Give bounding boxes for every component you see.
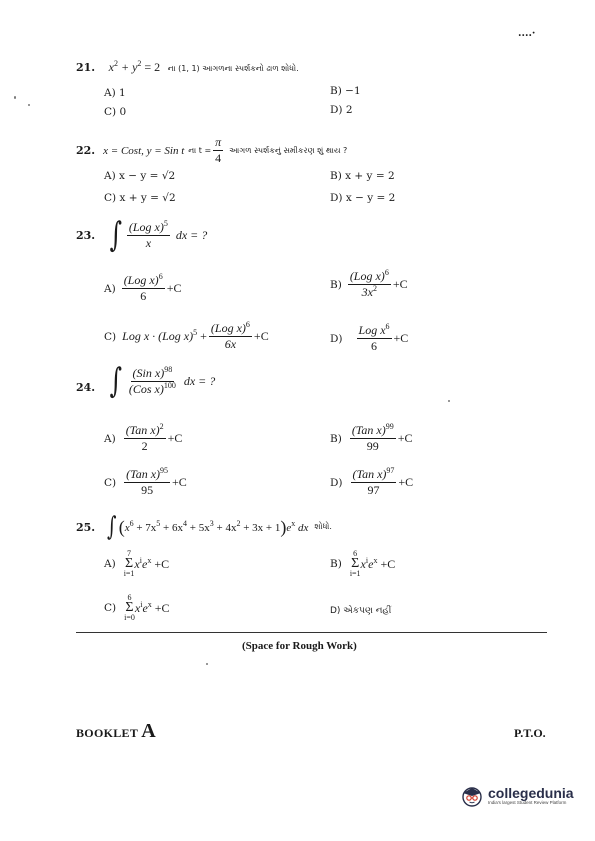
option-c[interactable]: C) 6 Σ i=0 $x^ie^x +C$	[104, 593, 170, 622]
question-21	[76, 60, 299, 75]
integral-sign: ∫	[109, 215, 123, 255]
scan-speck	[14, 96, 16, 99]
question-number: 24.	[76, 380, 96, 394]
option-a[interactable]: A) 1	[104, 87, 126, 99]
option-d[interactable]: D) $\frac{Log x^6}{6}$ +C	[330, 322, 409, 353]
question-text-at: ના t =	[188, 145, 212, 155]
integral-sign: ∫	[107, 512, 117, 542]
student-mascot-icon	[460, 784, 484, 808]
option-b[interactable]: B) x + y = 2	[330, 170, 395, 182]
scan-speck	[28, 104, 30, 106]
option-d[interactable]: D) $\frac{(Tan x)^{97}}{97}$ +C	[330, 466, 414, 497]
option-b[interactable]: B) 6 Σ i=1 $x^ie^x +C$	[330, 549, 396, 578]
logo-tagline: India's largest Student Review Platform	[488, 800, 567, 805]
option-a[interactable]: A) $\frac{(Tan x)^2}{2}$ +C	[104, 422, 183, 453]
option-c[interactable]: C) $\frac{(Tan x)^{95}}{95}$ +C	[104, 466, 187, 497]
equation: x = Cost, y = Sin t	[103, 144, 185, 157]
question-22	[76, 136, 347, 165]
option-c[interactable]: C) x + y = √2	[104, 192, 176, 204]
question-text: ના (1, 1) આગળના સ્પર્શકનો ઢાળ શોધો.	[167, 64, 299, 73]
collegedunia-logo	[460, 784, 574, 808]
rough-work-label: (Space for Rough Work)	[242, 640, 357, 652]
page-marker: ....·	[518, 28, 536, 39]
scan-speck	[448, 400, 450, 402]
integral-sign: ∫	[109, 361, 123, 401]
logo-name: collegedunia	[488, 785, 574, 801]
question-number: 25.	[76, 520, 96, 534]
integral-tail: dx = ?	[175, 227, 208, 242]
option-d[interactable]: D) x − y = 2	[330, 192, 396, 204]
question-number: 21.	[76, 61, 96, 74]
option-c[interactable]: C) 0	[104, 106, 127, 118]
option-b[interactable]: B) −1	[330, 85, 361, 97]
integrand: $(x^6 + 7x^5 + 6x^4 + 5x^3 + 4x^2 + 3x + 1)e^x$ dx	[118, 516, 309, 537]
integrand-fraction: $\frac{(Log x)^5}{x}$	[128, 218, 168, 250]
question-number: 22.	[76, 144, 96, 157]
question-24	[76, 361, 216, 401]
equation: $x^2 + y^2 = 2$	[108, 59, 161, 74]
fraction: $\frac{\pi}{4}$	[215, 135, 222, 165]
option-b[interactable]: B) $\frac{(Log x)^6}{3x^2}$ +C	[330, 268, 408, 299]
pto-label: P.T.O.	[514, 726, 546, 740]
option-a[interactable]: A) x − y = √2	[104, 170, 176, 182]
option-a[interactable]: A) $\frac{(Log x)^6}{6}$ +C	[104, 272, 182, 303]
option-a[interactable]: A) 7 Σ i=1 $x^ie^x +C$	[104, 549, 170, 578]
question-25	[76, 512, 332, 542]
option-d[interactable]: D) 2	[330, 104, 353, 116]
integral-tail: dx = ?	[183, 373, 216, 388]
scan-speck	[206, 663, 208, 665]
option-b[interactable]: B) $\frac{(Tan x)^{99}}{99}$ +C	[330, 422, 413, 453]
question-number: 23.	[76, 228, 96, 242]
booklet-label: BOOKLET A	[76, 720, 156, 742]
question-23	[76, 215, 208, 255]
section-divider	[76, 632, 547, 633]
option-d[interactable]: D) એકપણ નહીં	[330, 606, 392, 616]
integrand-fraction: $\frac{(Sin x)^{98}}{(Cos x)^{100}}$	[128, 364, 176, 396]
option-c[interactable]: C) Log x · (Log x)$^5$ + $\frac{(Log x)^6}{6x}$ +C	[104, 320, 269, 351]
question-text: શોધો.	[314, 522, 332, 531]
booklet-letter: A	[141, 720, 156, 742]
question-text: આગળ સ્પર્શકનું સમીકરણ શું થાય ?	[229, 145, 348, 155]
